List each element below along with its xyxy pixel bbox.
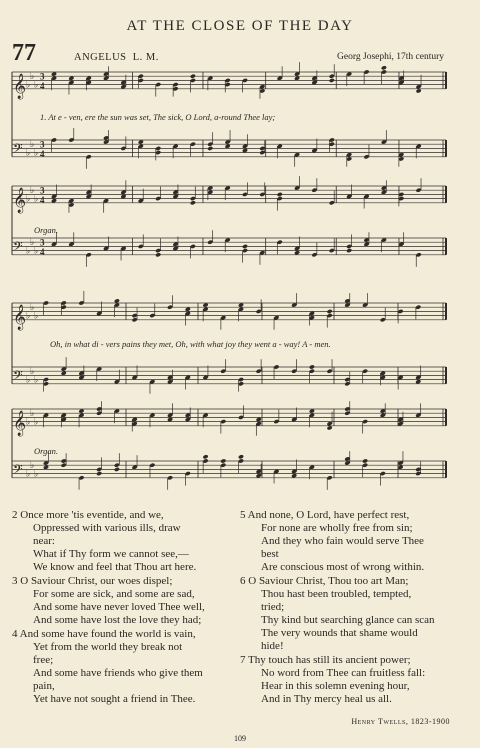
note-head: [190, 74, 196, 79]
flat-icon: ♭: [34, 417, 39, 428]
verse-line: No word from Thee can fruitless fall:: [261, 667, 426, 679]
verse-line: [240, 654, 452, 667]
note-head: [327, 309, 333, 314]
verse-line-text: And none, O Lord, have perfect rest,: [245, 509, 410, 521]
note-head: [96, 471, 102, 476]
verse-line-text: Thy touch has still its ancient power;: [245, 654, 411, 666]
treble-clef-icon: 𝄞: [13, 187, 27, 213]
bass-clef-icon: 𝄢: [13, 238, 23, 257]
verse-line: Thy kind but searching glance can scan: [261, 614, 435, 626]
lyrics-system-1: 1. At e - ven, ere the sun was set, The sick, O Lord, a-round Thee lay;: [40, 112, 276, 122]
flat-icon: ♭: [34, 311, 39, 322]
flat-icon: ♭: [26, 375, 31, 386]
verse-number: 7: [240, 654, 246, 666]
time-signature: 4: [40, 194, 45, 205]
verses-right-column: [240, 509, 452, 707]
note-head: [207, 146, 213, 151]
verse-line: Oppressed with various ills, draw: [33, 522, 181, 534]
note-head: [346, 248, 352, 253]
verse-line: For some are sick, and some are sad,: [33, 588, 195, 600]
flat-icon: ♭: [30, 72, 35, 83]
time-signature: 3: [40, 237, 45, 248]
verse-line: And they who fain would serve Thee: [261, 535, 424, 547]
flat-icon: ♭: [34, 246, 39, 257]
hymn-number: 77: [12, 40, 36, 66]
time-signature: 4: [40, 246, 45, 257]
flat-icon: ♭: [34, 148, 39, 159]
time-signature: 4: [40, 148, 45, 159]
organ-label-1: Organ.: [34, 225, 59, 235]
time-signature: 3: [40, 139, 45, 150]
tune-name: ANGELUS: [74, 52, 127, 63]
verse-line: [240, 509, 452, 522]
page-number: 109: [234, 734, 246, 743]
verse-line: [12, 575, 232, 588]
bass-clef-icon: 𝄢: [13, 367, 23, 386]
verse-number: 3: [12, 575, 18, 587]
verse-line: near:: [33, 535, 55, 547]
flat-icon: ♭: [26, 311, 31, 322]
flat-icon: ♭: [30, 367, 35, 378]
bass-clef-icon: 𝄢: [13, 140, 23, 159]
verse-7: [240, 654, 452, 706]
verse-3: [12, 575, 232, 627]
verse-4: [12, 628, 232, 706]
flat-icon: ♭: [30, 409, 35, 420]
verse-2: [12, 509, 232, 574]
flat-icon: ♭: [26, 80, 31, 91]
flat-icon: ♭: [26, 469, 31, 480]
verse-number: 2: [12, 509, 18, 521]
note-head: [238, 454, 244, 459]
composer: Georg Josephi, 17th century: [337, 52, 444, 62]
verse-line: For none are wholly free from sin;: [261, 522, 413, 534]
verse-6: [240, 575, 452, 653]
note-head: [277, 192, 283, 197]
verse-line: hide!: [261, 640, 284, 652]
note-head: [309, 364, 315, 369]
meter: L. M.: [132, 52, 159, 63]
lyrics-system-2: Oh, in what di - vers pains they met, Oh, with what joy they went a - way! A - men.: [50, 339, 331, 349]
note-head: [362, 458, 368, 463]
flat-icon: ♭: [30, 186, 35, 197]
flat-icon: ♭: [30, 238, 35, 249]
verse-line: free;: [33, 654, 54, 666]
verse-line: Hear in this solemn evening hour,: [261, 680, 410, 692]
flat-icon: ♭: [34, 469, 39, 480]
flat-icon: ♭: [30, 303, 35, 314]
flat-icon: ♭: [26, 148, 31, 159]
verse-line: Yet have not sought a friend in Thee.: [33, 693, 196, 705]
verse-line: [240, 575, 452, 588]
flat-icon: ♭: [30, 461, 35, 472]
verse-line: We know and feel that Thou art here.: [33, 561, 197, 573]
verse-line: tried;: [261, 601, 285, 613]
text-author: Henry Twells, 1823-1900: [351, 717, 450, 726]
verse-line: best: [261, 548, 279, 560]
verse-number: 5: [240, 509, 246, 521]
treble-clef-icon: 𝄞: [13, 304, 27, 330]
flat-icon: ♭: [26, 246, 31, 257]
treble-clef-icon: 𝄞: [13, 73, 27, 99]
note-head: [329, 78, 335, 83]
flat-icon: ♭: [26, 417, 31, 428]
flat-icon: ♭: [26, 194, 31, 205]
verse-number: 6: [240, 575, 246, 587]
time-signature: 3: [40, 185, 45, 196]
verse-line: The very wounds that shame would: [261, 627, 418, 639]
time-signature: 4: [40, 80, 45, 91]
flat-icon: ♭: [34, 80, 39, 91]
treble-clef-icon: 𝄞: [13, 410, 27, 436]
verse-line-text: Once more 'tis eventide, and we,: [17, 509, 164, 521]
note-head: [155, 252, 161, 257]
time-signature: 3: [40, 71, 45, 82]
verse-5: [240, 509, 452, 574]
verses-left-column: [12, 509, 232, 707]
verse-line: Are conscious most of wrong within.: [261, 561, 425, 573]
verse-line: And some have lost the love they had;: [33, 614, 202, 626]
verse-line: [12, 628, 232, 641]
section-title: AT THE CLOSE OF THE DAY: [126, 18, 354, 34]
organ-label-2: Organ.: [34, 446, 59, 456]
verse-line-text: O Saviour Christ, Thou too art Man;: [245, 575, 409, 587]
note-head: [220, 458, 226, 463]
verse-line: [12, 509, 232, 522]
flat-icon: ♭: [34, 194, 39, 205]
flat-icon: ♭: [30, 140, 35, 151]
note-head: [381, 65, 387, 70]
verse-line: pain,: [33, 680, 55, 692]
note-head: [242, 244, 248, 249]
verse-line: Thou hast been troubled, tempted,: [261, 588, 412, 600]
flat-icon: ♭: [34, 375, 39, 386]
verse-line-text: And some have found the world is vain,: [17, 628, 196, 640]
verse-line: And some have never loved Thee well,: [33, 601, 205, 613]
verse-number: 4: [12, 628, 18, 640]
bass-clef-icon: 𝄢: [13, 461, 23, 480]
verse-line: Yet from the world they break not: [33, 641, 183, 653]
verse-line-text: O Saviour Christ, our woes dispel;: [17, 575, 173, 587]
note-head: [190, 200, 196, 205]
verse-line: What if Thy form we cannot see,—: [33, 548, 189, 560]
note-head: [114, 467, 120, 472]
verse-line: And some have friends who give them: [33, 667, 203, 679]
verse-line: And in Thy mercy heal us all.: [261, 693, 392, 705]
note-head: [202, 454, 208, 459]
